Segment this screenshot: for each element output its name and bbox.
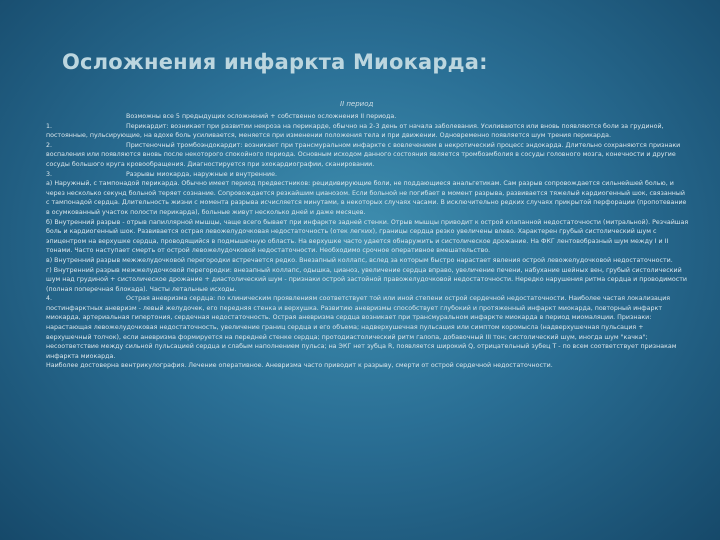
slide-title: Осложнения инфаркта Миокарда: [62,50,488,74]
paragraph-number: 4. [46,295,53,303]
paragraph [46,218,690,256]
paragraph [46,141,690,170]
paragraph-text: г) Внутренний разрыв межжелудочковой перегородки: внезапный коллапс, одышка, цианоз, увеличение сердца вправо, увеличение печени, набухание шейных вен, грубый систолический шум над грудиной + систолическое дрожание + диастолический шум - признаки острой застойной правожелудочковой недостаточности. Нередко нарушения ритма сердца и проводимости (полная поперечная блокада). Часты летальные исходы. [46,266,688,293]
paragraph [46,266,690,295]
paragraph-text: б) Внутренний разрыв - отрыв папиллярной мышцы, чаще всего бывает при инфаркте задней стенки. Отрыв мышцы приводит к острой клапанной недостаточности (митральной). Резчайшая боль и кардиогенный шок. Развивается острая левожелудочковая недостаточность (отек легких), границы сердца резко увеличены влево. Характерен грубый систолический шум с эпицентром на верхушке сердца, проводящийся в подмышечную область. На верхушке часто удается обнаружить и систолическое дрожание. На ФКГ лентовобразный шум между I и II тонами. Часто наступает смерть от острой левожелудочковой недостаточности. Необходимо срочное оперативное вмешательство. [46,218,689,255]
paragraph [46,361,690,371]
paragraph-text: Пристеночный тромбоэндокардит: возникает при трансмуральном инфаркте с вовлечением в некротический процесс эндокарда. Длительно сохраняются признаки воспаления или появляются вновь после некоторого спокойного периода. Основным исходом данного состояния является тромбоэмболия в сосуды головного мозга, конечности и другие сосуды большого круга кровообращения. Диагностируется при эхокардиографии, сканировании. [46,141,681,168]
paragraph-number: 1. [46,122,53,130]
paragraph-text: Перикардит: возникает при развитии некроза на перикарде, обычно на 2-3 день от начала заболевания. Усиливаются или вновь появляются боли за грудиной, постоянные, пульсирующие, на вдохе боль усиливается, меняется при изменении положения тела и при движении. Одновременно появляется шум трения перикарда. [46,122,664,140]
body-text [46,112,690,371]
paragraph [46,294,690,361]
paragraph [46,179,690,217]
paragraph-text: в) Внутренний разрыв межжелудочковой перегородки встречается редко. Внезапный коллапс, вслед за которым быстро нарастает явления острой левожелудочковой недостаточности. [46,256,673,264]
paragraph-number: 2. [46,141,53,149]
paragraph-text: Острая аневризма сердца: по клиническим проявлениям соответствует той или иной степени острой сердечной недостаточности. Наиболее частая локализация постинфарктных аневризм - левый желудочек, его передняя стенка и верхушка. Развитию аневризмы способствует глубокий и протяженный инфаркт миокарда, повторный инфаркт миокарда, артериальная гипертония, сердечная недостаточность. Острая аневризма сердца возникает при трансмуральном инфаркте миокарда в период миомаляции. Признаки: нарастающая левожелудочковая недостаточность, увеличение границ сердца и его объема; надверхушечная пульсация или симптом коромысла (надверхушечная пульсация + верхушечный толчок), если аневризма формируется на передней стенке сердца; протодиастолический ритм галопа, добавочный III тон; систолический шум, иногда шум "качка"; несоответствие между сильной пульсацией сердца и слабым наполнением пульса; на ЭКГ нет зубца R, появляется широкий Q, отрицательный зубец T - по всем соответствует признакам инфаркта миокарда. [46,295,677,360]
paragraph-number: 3. [46,170,53,178]
paragraph [46,256,690,266]
paragraph-text: Возможны все 5 предыдущих осложнений + собственно осложнения II периода. [126,113,397,120]
paragraph-text: а) Наружный, с тампонадой перикарда. Обычно имеет период предвестников: рецидивирующие боли, не поддающиеся анальгетикам. Сам разрыв сопровождается сильнейшей болью, и через несколько секунд больной теряет сознание. Сопровождается резкайшим цианозом. Если больной не погибает в момент разрыва, развивается тяжелый кардиогенный шок, связанный с тампонадой сердца. Длительность жизни с момента разрыва исчисляется минутами, в некоторых случаях часами. В исключительно редких случаях прикрытой перфорации (пропотевание в осумкованный участок полости перикарда), больные живут несколько дней и даже месяцев. [46,180,687,216]
paragraph [46,122,690,141]
paragraph-text: Наиболее достоверна вентрикулография. Лечение оперативное. Аневризма часто приводит к разрыву, смерти от острой сердечной недостаточности. [46,362,553,370]
paragraph-text: Разрывы миокарда, наружные и внутренние. [126,170,277,178]
paragraph [46,170,690,180]
paragraph [46,112,690,122]
period-subtitle: II период [340,100,374,108]
